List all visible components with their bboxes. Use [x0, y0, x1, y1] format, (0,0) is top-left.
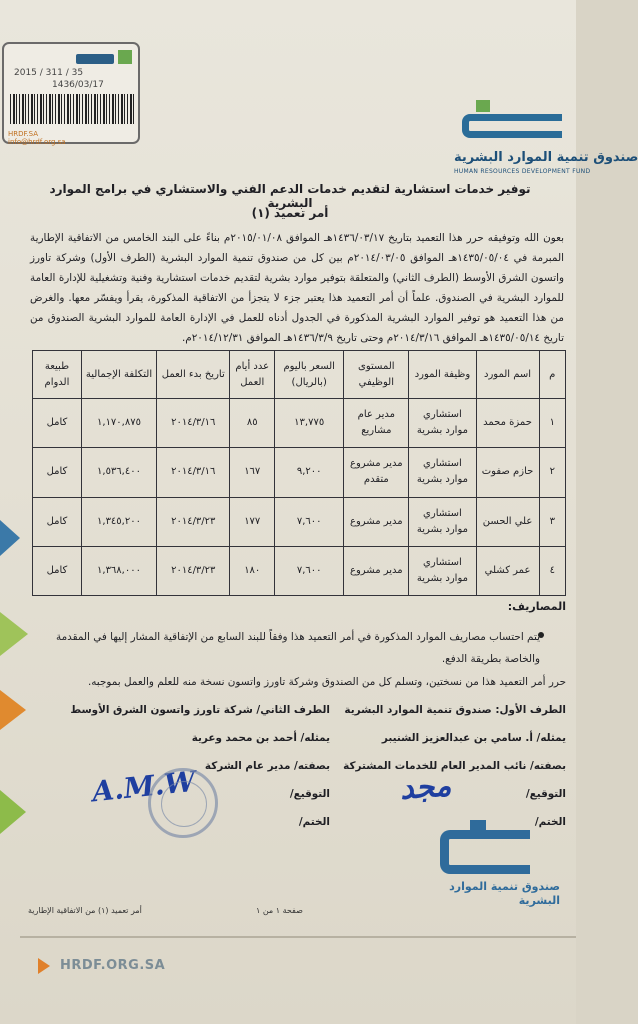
cell-level: مدير عام مشاريع	[344, 399, 409, 448]
header-work-type: طبيعة الدوام	[33, 351, 82, 399]
edge-triangle-orange	[0, 690, 26, 730]
reference-website: HRDF.SA	[8, 130, 39, 138]
expenses-text: يتم احتساب مصاريف الموارد المذكورة في أمر التعميد هذا وفقاً للبند السابع من الإتفاقية المشار إليها في المقدمة والخاصة بطريقة الدفع.	[56, 631, 540, 665]
cell-name: علي الحسن	[476, 497, 539, 546]
cell-name: حمزة محمد	[476, 399, 539, 448]
cell-work-days: ١٦٧	[230, 448, 275, 497]
cell-total-cost: ١,٣٦٨,٠٠٠	[81, 546, 156, 595]
barcode-icon	[10, 94, 136, 124]
header-level: المستوى الوظيفي	[344, 351, 409, 399]
table-row	[33, 546, 566, 595]
reference-date: 1436/03/17	[52, 80, 104, 90]
hrdf-small-logo-icon	[76, 50, 136, 72]
party-two-seal-icon	[148, 768, 218, 838]
hrdf-logo-icon	[458, 100, 576, 144]
party-one-title: بصفته/ نائب المدير العام للخدمات المشتركة	[343, 760, 566, 772]
cell-start-date: ٢٠١٤/٣/١٦	[157, 399, 230, 448]
cell-start-date: ٢٠١٤/٣/٢٣	[157, 546, 230, 595]
cell-work-type: كامل	[33, 546, 82, 595]
edge-triangle-blue	[0, 520, 20, 556]
cell-index: ٣	[539, 497, 565, 546]
cell-index: ٢	[539, 448, 565, 497]
cell-daily-rate: ١٣,٧٧٥	[275, 399, 344, 448]
cell-level: مدير مشروع متقدم	[344, 448, 409, 497]
footer-document-label: أمر تعميد (١) من الاتفاقية الإطارية	[28, 906, 142, 915]
stamp-text: صندوق تنمية الموارد البشرية	[449, 880, 560, 907]
logo-arabic-name: صندوق تنمية الموارد البشرية	[454, 150, 638, 165]
cell-total-cost: ١,٥٣٦,٤٠٠	[81, 448, 156, 497]
party-two-representative: يمثله/ أحمد بن محمد وعرية	[191, 732, 330, 744]
header-name: اسم المورد	[476, 351, 539, 399]
cell-name: عمر كشلي	[476, 546, 539, 595]
party-two-signature-label: التوقيع/	[289, 788, 330, 800]
cell-role: استشاري موارد بشرية	[409, 399, 476, 448]
cell-daily-rate: ٧,٦٠٠	[275, 497, 344, 546]
party-two-name: الطرف الثاني/ شركة تاورز واتسون الشرق الأوسط	[70, 704, 330, 716]
table-row	[33, 497, 566, 546]
header-role: وظيفة المورد	[409, 351, 476, 399]
cell-level: مدير مشروع	[344, 546, 409, 595]
cell-index: ١	[539, 399, 565, 448]
cell-role: استشاري موارد بشرية	[409, 546, 476, 595]
document-title: توفير خدمات استشارية لتقديم خدمات الدعم الفني والاستشاري في برامج الموارد البشرية	[49, 182, 531, 210]
cell-role: استشاري موارد بشرية	[409, 448, 476, 497]
logo-english-name: HUMAN RESOURCES DEVELOPMENT FUND	[454, 168, 591, 175]
header-total-cost: التكلفة الإجمالية	[81, 351, 156, 399]
table-row	[33, 399, 566, 448]
cell-daily-rate: ٧,٦٠٠	[275, 546, 344, 595]
party-one-name: الطرف الأول: صندوق تنمية الموارد البشرية	[344, 704, 566, 716]
cell-role: استشاري موارد بشرية	[409, 497, 476, 546]
expenses-title: المصاريف:	[507, 600, 566, 613]
reference-email: info@hrdf.org.sa	[8, 138, 66, 146]
header-daily-rate: السعر باليوم (بالريال)	[275, 351, 344, 399]
footer-website: HRDF.ORG.SA	[60, 958, 166, 973]
cell-index: ٤	[539, 546, 565, 595]
intro-paragraph: بعون الله وتوفيقه حرر هذا التعميد بتاريخ ١٤٣٦/٠٣/١٧هـ الموافق ٢٠١٥/٠١/٠٨م بناءً على البند الخامس من الاتفاقية الإطارية المبرمة في ١٤٣٥/٠٥/٠٤هـ الموافق ٢٠١٤/٠٣/٠٥م بين كل من صندوق تنمية الموارد البشرية (الطرف الأول) وشركة تاورز واتسون الشرق الأوسط (الطرف الثاني) والمتعلقة بتوفير موارد بشرية لتقديم خدمات استشارية وفنية وتشغيلية للإدارة العامة للموارد البشرية في الصندوق. علماً أن أمر التعميد هذا يعتبر جزء لا يتجزأ من الاتفاقية المذكورة، يقرأ ويفسّر معها. والغرض من هذا التعميد هو توفير الموارد البشرية المذكورة في الجدول أدناه للعمل في الإدارة العامة للموارد البشرية الصندوق من تاريخ ١٤٣٥/٠٥/١٤هـ الموافق ٢٠١٤/٣/١٦م وحتى تاريخ ١٤٣٦/٣/٩هـ الموافق ٢٠١٤/١٢/٣١م.	[30, 232, 564, 344]
cell-daily-rate: ٩,٢٠٠	[275, 448, 344, 497]
table-row	[33, 448, 566, 497]
cell-total-cost: ١,١٧٠,٨٧٥	[81, 399, 156, 448]
party-one-signature: مجد	[398, 768, 453, 807]
party-two-seal-label: الختم/	[298, 816, 330, 828]
footer-arrow-icon	[38, 958, 50, 974]
cell-level: مدير مشروع	[344, 497, 409, 546]
cell-work-type: كامل	[33, 399, 82, 448]
cell-name: حازم صفوت	[476, 448, 539, 497]
cell-total-cost: ١,٣٤٥,٢٠٠	[81, 497, 156, 546]
header-work-days: عدد أيام العمل	[230, 351, 275, 399]
footer-divider	[20, 936, 576, 938]
edge-triangle-green-lower	[0, 790, 26, 834]
party-two-signature: A.M.W	[90, 764, 198, 809]
header-start-date: تاريخ بدء العمل	[157, 351, 230, 399]
header-index: م	[539, 351, 565, 399]
reference-number: 2015 / 311 / 35	[14, 68, 84, 78]
party-one-signature-label: التوقيع/	[525, 788, 566, 800]
cell-work-type: كامل	[33, 448, 82, 497]
reference-contact	[4, 130, 138, 146]
closing-statement: حرر أمر التعميد هذا من نسختين، وتسلم كل من الصندوق وشركة تاورز واتسون نسخة منه للعلم والعمل بموجبه.	[87, 676, 566, 688]
edge-triangle-green	[0, 612, 28, 656]
table-header-row	[33, 351, 566, 399]
cell-work-type: كامل	[33, 497, 82, 546]
party-two-title: بصفته/ مدير عام الشركة	[204, 760, 330, 772]
cell-work-days: ٨٥	[230, 399, 275, 448]
cell-start-date: ٢٠١٤/٣/٢٣	[157, 497, 230, 546]
footer-page-number: صفحة ١ من ١	[256, 906, 303, 915]
cell-start-date: ٢٠١٤/٣/١٦	[157, 448, 230, 497]
party-one-block	[300, 696, 566, 836]
party-one-representative: يمثله/ أ. سامي بن عبدالعزيز الشنيبر	[381, 732, 566, 744]
reference-stamp	[2, 42, 140, 144]
party-one-seal-label: الختم/	[534, 816, 566, 828]
cell-work-days: ١٧٧	[230, 497, 275, 546]
document-subtitle: أمر تعميد (١)	[251, 206, 329, 220]
cell-work-days: ١٨٠	[230, 546, 275, 595]
resources-table	[32, 350, 566, 596]
